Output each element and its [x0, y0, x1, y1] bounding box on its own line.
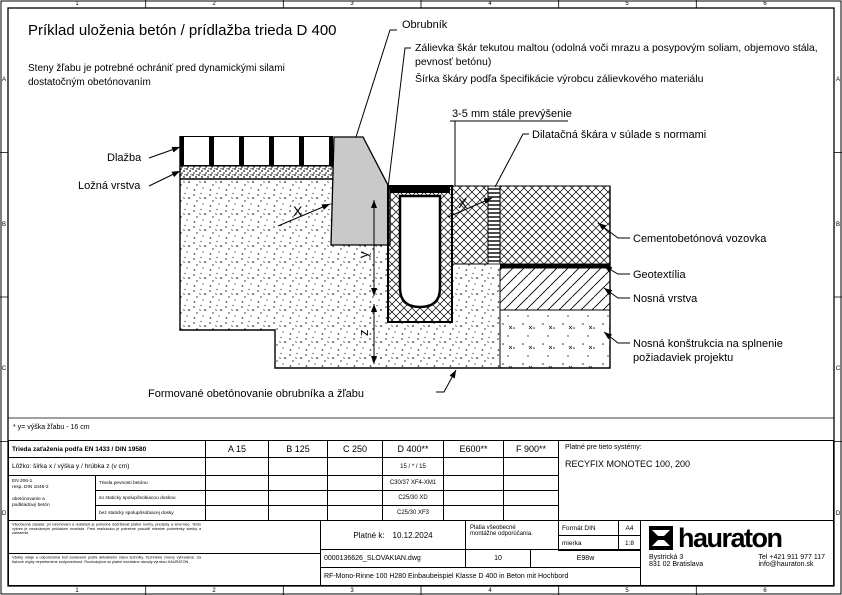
bed-value-d400: 15 / * / 15 [382, 457, 444, 476]
concrete-value-d400: C30/37 XF4-XM1 [382, 475, 444, 491]
grid-col-2-bottom: 2 [212, 588, 216, 594]
logo-cell [640, 520, 834, 586]
callout-curb: Obrubník [402, 19, 448, 31]
callout-formed-encasement: Formované obetónovanie obrubníka a žľabu [148, 388, 365, 400]
geotextile [500, 264, 610, 268]
footnote: * y= výška žľabu - 16 cm [13, 424, 90, 431]
grid-col-4-bottom: 4 [488, 588, 492, 594]
table-cell-empty [443, 490, 504, 506]
sheet-number-cell: 10 [465, 549, 531, 568]
callout-base-course: Nosná vrstva [633, 293, 698, 305]
note-line1: Platia všeobecné [470, 525, 516, 531]
callout-paving: Dlažba [107, 152, 142, 164]
table-cell-empty [268, 505, 328, 521]
grid-row-c-right: C [835, 366, 841, 372]
grid-row-c-left: C [1, 366, 7, 372]
concrete-value-d400: C25/30 XD [382, 490, 444, 506]
grid-row-a-right: A [835, 77, 840, 83]
systems-cell [558, 440, 834, 521]
grid-row-b-right: B [835, 222, 840, 228]
subgrade [500, 310, 610, 368]
table-cell-empty [268, 490, 328, 506]
general-note-cell [465, 520, 559, 550]
disclaimer-text-2: Všetky údaje a odporúčania boli zostavené podľa aktuálneho stavu techniky. Technické zmeny vyhradené. Za tlačové chyby nepreberáme zodpovednosť. Rozhodujúce sú platné montážne návody výrobcu HAURATON. [12, 556, 202, 565]
valid-date-cell [320, 520, 466, 550]
note-line2: montážne odporúčania. [470, 531, 533, 537]
table-cell-empty [503, 457, 559, 476]
grid-col-1-bottom: 1 [75, 588, 79, 594]
grid-col-5-bottom: 5 [625, 588, 629, 594]
grid-row-b-left: B [1, 222, 6, 228]
concrete-note-line2: podkladový betón [12, 502, 50, 508]
table-cell-empty [205, 475, 269, 491]
disclaimer-cell-2 [8, 553, 321, 586]
concrete-standard-cell [8, 475, 96, 521]
load-class-row-label: Trieda zaťaženia podľa EN 1433 / DIN 19580 [8, 440, 206, 458]
page-subtitle-line1: Steny žľabu je potrebné ochrániť pred dynamickými silami [28, 63, 285, 74]
concrete-standard-line1: EN 206-1 [12, 478, 33, 484]
class-c250: C 250 [327, 440, 383, 458]
hauraton-logo-icon [649, 526, 673, 550]
table-cell-empty [205, 505, 269, 521]
drainage-channel [388, 186, 452, 322]
grid-col-3-bottom: 3 [350, 588, 354, 594]
disclaimer-text-1: Všeobecná zásada: pri navrhovaní a realizácii je potrebné dodržiavať platné normy, predpisy a smernice. Tento výkres je nezáväzným príkladom montáže. Pred realizáciou je potrebné posúdiť miestne podmienky stavby a zaťaženie. [12, 523, 202, 536]
class-e600: E600** [443, 440, 504, 458]
grid-col-2-top: 2 [212, 1, 216, 7]
table-cell-empty [443, 475, 504, 491]
grid-col-5-top: 5 [625, 1, 629, 7]
callout-substructure-line2: požiadaviek projektu [633, 352, 734, 364]
callout-cement-pavement: Cementobetónová vozovka [633, 233, 767, 245]
grid-row-a-left: A [1, 77, 6, 83]
grid-col-6-bottom: 6 [763, 588, 767, 594]
concrete-value-d400: C25/30 XF3 [382, 505, 444, 521]
callout-overhang: 3-5 mm stále prevýšenie [452, 108, 572, 120]
concrete-row-label: bez staticky spolupôsobiacej dosky [95, 505, 206, 521]
bed-row-label: Lôžko: šírka x / výška y / hrúbka z (v cm) [8, 457, 206, 476]
table-cell-empty [327, 505, 383, 521]
dim-x-left: X [293, 203, 303, 219]
grid-col-3-top: 3 [350, 1, 354, 7]
concrete-row-label: so staticky spolupôsobiacou doskou [95, 490, 206, 506]
brand-name: hauraton [678, 523, 782, 553]
valid-label: Platné k: [353, 530, 385, 540]
page-subtitle-line2: dostatočným obetónovaním [28, 77, 151, 88]
table-cell-empty [443, 505, 504, 521]
grid-row-d-right: D [835, 511, 841, 517]
table-cell-empty [205, 490, 269, 506]
address-line1: Bystrická 3 [649, 554, 684, 561]
format-value-cell: A4 [618, 520, 641, 536]
dilatation-joint [488, 186, 500, 264]
class-d400: D 400** [382, 440, 444, 458]
table-cell-empty [503, 505, 559, 521]
valid-date: 10.12.2024 [392, 530, 433, 540]
callout-substructure-line1: Nosná konštrukcia na splnenie [633, 338, 783, 350]
description-cell: RF-Mono-Rinne 100 H280 Einbaubeispiel Klasse D 400 in Beton mit Hochbord [320, 567, 641, 586]
cement-pavement [452, 186, 610, 264]
curb [331, 137, 390, 245]
table-cell-empty [268, 475, 328, 491]
table-cell-empty [503, 475, 559, 491]
disclaimer-cell-1 [8, 520, 321, 554]
class-a15: A 15 [205, 440, 269, 458]
dim-y: y [356, 251, 371, 258]
address-line2: 831 02 Bratislava [649, 561, 704, 568]
dim-x-right: X [458, 195, 468, 211]
file-name-cell: 0000136626_SLOVAKIAN.dwg [320, 549, 466, 568]
base-course [500, 268, 610, 310]
grid-col-6-top: 6 [763, 1, 767, 7]
class-f900: F 900** [503, 440, 559, 458]
callout-geotextile: Geotextília [633, 269, 686, 281]
class-b125: B 125 [268, 440, 328, 458]
scale-label-cell: mierka [558, 535, 619, 551]
grid-row-d-left: D [1, 511, 7, 517]
concrete-note-line1: obetónovanie a [12, 496, 45, 502]
table-cell-empty [443, 457, 504, 476]
bedding-layer [180, 166, 333, 179]
table-cell-empty [327, 457, 383, 476]
grid-col-4-top: 4 [488, 1, 492, 7]
callout-bedding: Ložná vrstva [78, 180, 141, 192]
scale-value-cell: 1:8 [618, 535, 641, 551]
callout-expansion-joint: Dilatačná škára v súlade s normami [532, 129, 707, 141]
cross-section [180, 136, 610, 368]
systems-label: Platné pre tieto systémy: [565, 444, 642, 451]
callout-joint-grout-line1: Zálievka škár tekutou maltou (odolná voči mrazu a posypovým soliam, objemovo stála, [415, 42, 818, 54]
format-label-cell: Formát DIN [558, 520, 619, 536]
dim-z: z [356, 329, 371, 336]
grid-col-1-top: 1 [75, 1, 79, 7]
table-cell-empty [268, 457, 328, 476]
phone: Tel +421 911 977 117 [758, 554, 825, 561]
table-cell-empty [327, 475, 383, 491]
callout-joint-width: Šírka škáry podľa špecifikácie výrobcu zálievkového materiálu [415, 73, 704, 85]
callout-joint-grout-line2: pevnosť betónu) [415, 56, 492, 68]
table-cell-empty [205, 457, 269, 476]
email: info@hauraton.sk [758, 561, 814, 568]
concrete-standard-line2: resp. DIN 1045-2 [12, 484, 49, 490]
table-cell-empty [327, 490, 383, 506]
paving-blocks [180, 136, 333, 166]
table-cell-empty [503, 490, 559, 506]
concrete-row-label: Trieda pevnosti betónu [95, 475, 206, 491]
systems-value: RECYFIX MONOTEC 100, 200 [565, 459, 691, 469]
code-cell: E98w [530, 549, 641, 568]
page-title: Príklad uloženia betón / prídlažba trieda D 400 [28, 22, 337, 39]
